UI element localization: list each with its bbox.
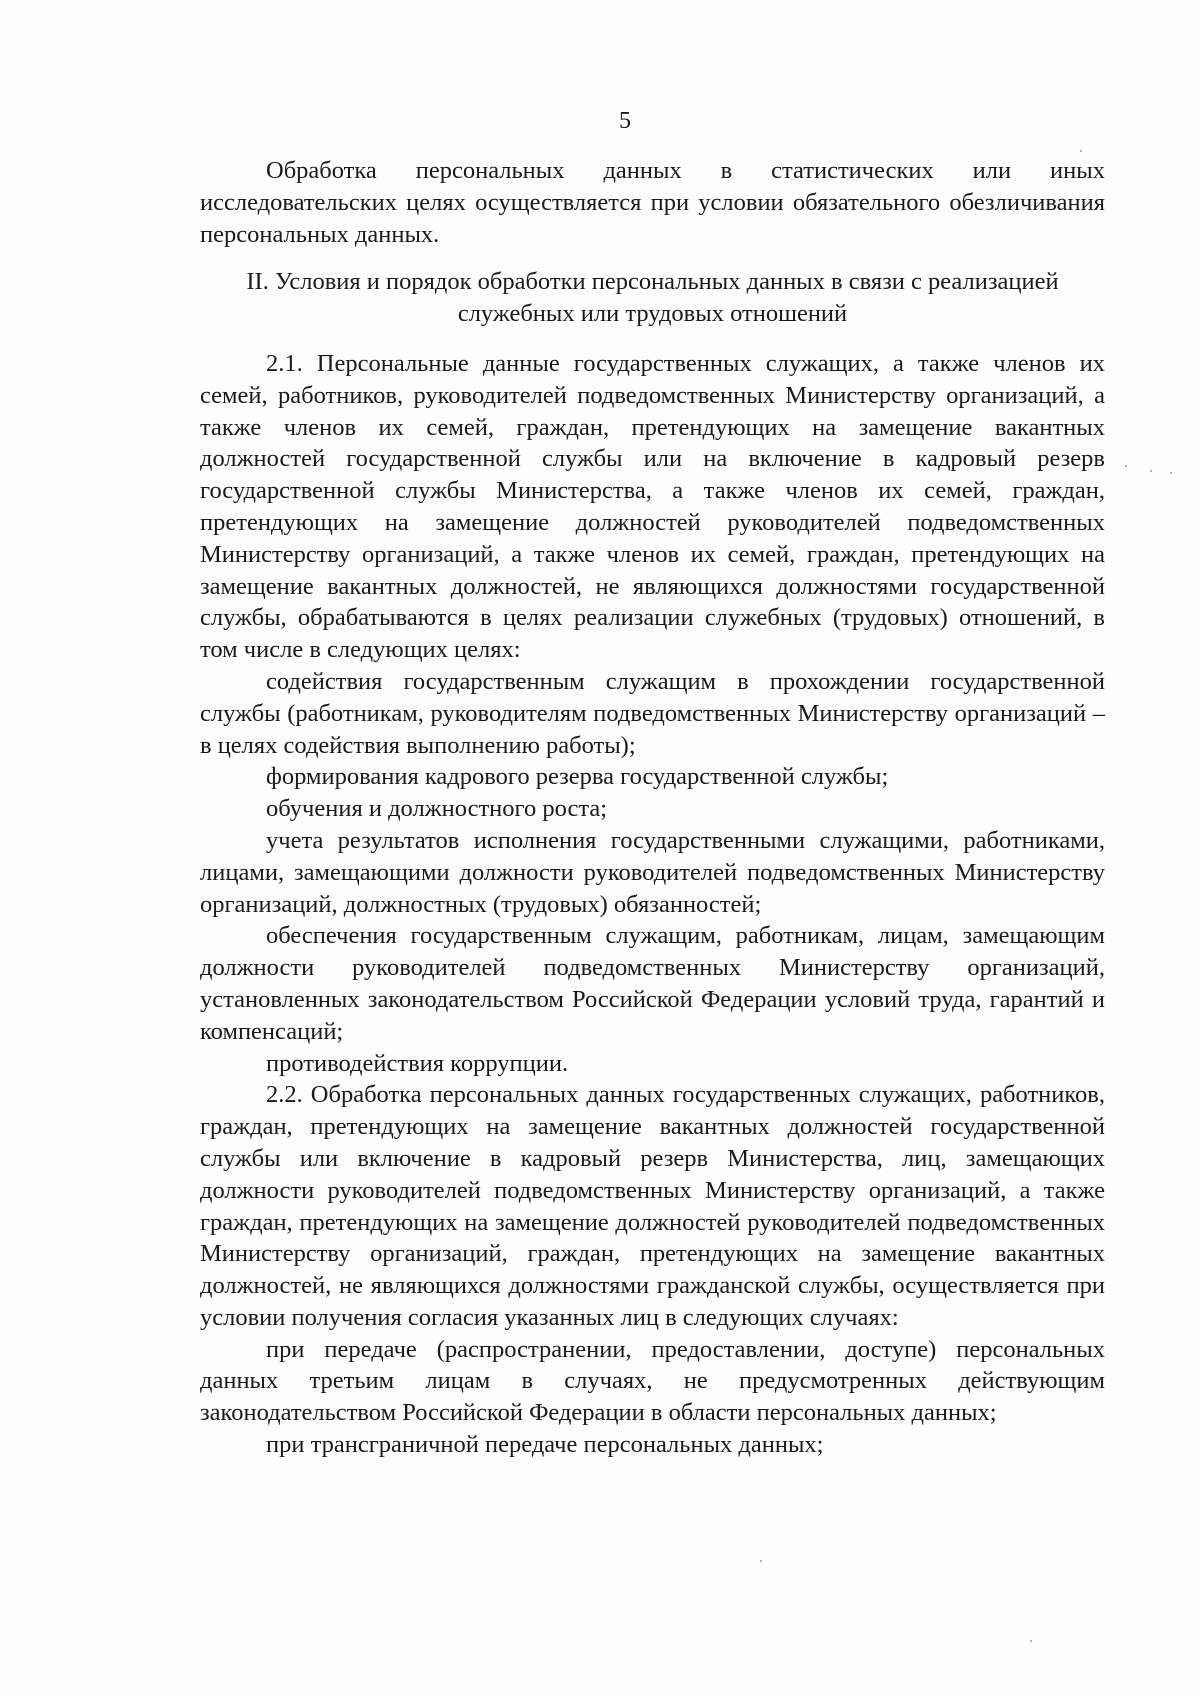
goal-item: учета результатов исполнения государственными служащими, работниками, лицами, замещающими должности руководителей подведомственных Министерству организаций, должностных (трудовых) обязанностей; xyxy=(200,826,1105,918)
scan-speck xyxy=(1030,1640,1032,1642)
scan-speck xyxy=(1150,470,1152,472)
paragraph-2-2: 2.2. Обработка персональных данных государственных служащих, работников, граждан, претендующих на замещение вакантных должностей государственной службы или включение в кадровый резерв Министерства, лиц, замещающих должности руководителей подведомственных Министерству организаций, а также граждан, претендующих на замещение должностей руководителей подведомственных Министерству организаций, граждан, претендующих на замещение вакантных должностей, не являющихся должностями гражданской службы, осуществляется при условии получения согласия указанных лиц в следующих случаях: xyxy=(200,1081,1105,1331)
goal-item: содействия государственным служащим в прохождении государственной службы (работникам, руководителям подведомственных Министерству организаций – в целях содействия выполнению работы); xyxy=(200,667,1105,759)
intro-paragraph: Обработка персональных данных в статистических или иных исследовательских целях осуществляется при условии обязательного обезличивания персональных данных. xyxy=(200,157,1105,248)
goal-item: противодействия коррупции. xyxy=(266,1049,569,1077)
case-item: при трансграничной передаче персональных данных; xyxy=(266,1431,824,1459)
scan-speck xyxy=(1125,465,1127,467)
paragraph-2-1: 2.1. Персональные данные государственных служащих, а также членов их семей, работников, руководителей подведомственных Министерству организаций, а также членов их семей, граждан, претендующих на замещение вакантных должностей государственной службы или на включение в кадровый резерв государственной службы Министерства, а также членов их семей, граждан, претендующих на замещение должностей руководителей подведомственных Министерству организаций, а также членов их семей, граждан, претендующих на замещение вакантных должностей, не являющихся должностями государственной службы, обрабатываются в целях реализации служебных (трудовых) отношений, в том числе в следующих целях: xyxy=(200,349,1105,664)
page-number: 5 xyxy=(619,108,631,134)
scan-speck xyxy=(1170,472,1172,474)
goal-item: обеспечения государственным служащим, работникам, лицам, замещающим должности руководителей подведомственных Министерству организаций, установленных законодательством Российской Федерации условий труда, гарантий и компенсаций; xyxy=(200,922,1105,1045)
goal-item: обучения и должностного роста; xyxy=(266,795,608,823)
section-heading: II. Условия и порядок обработки персональных данных в связи с реализацией служебных или трудовых отношений xyxy=(246,268,1059,328)
goal-item: формирования кадрового резерва государственной службы; xyxy=(266,763,889,791)
case-item: при передаче (распространении, предоставлении, доступе) персональных данных третьим лицам в случаях, не предусмотренных действующим законодательством Российской Федерации в области персональных данных; xyxy=(200,1335,1105,1427)
scan-speck xyxy=(760,1560,762,1562)
document-body xyxy=(200,155,1105,1461)
scan-speck xyxy=(1080,150,1082,152)
